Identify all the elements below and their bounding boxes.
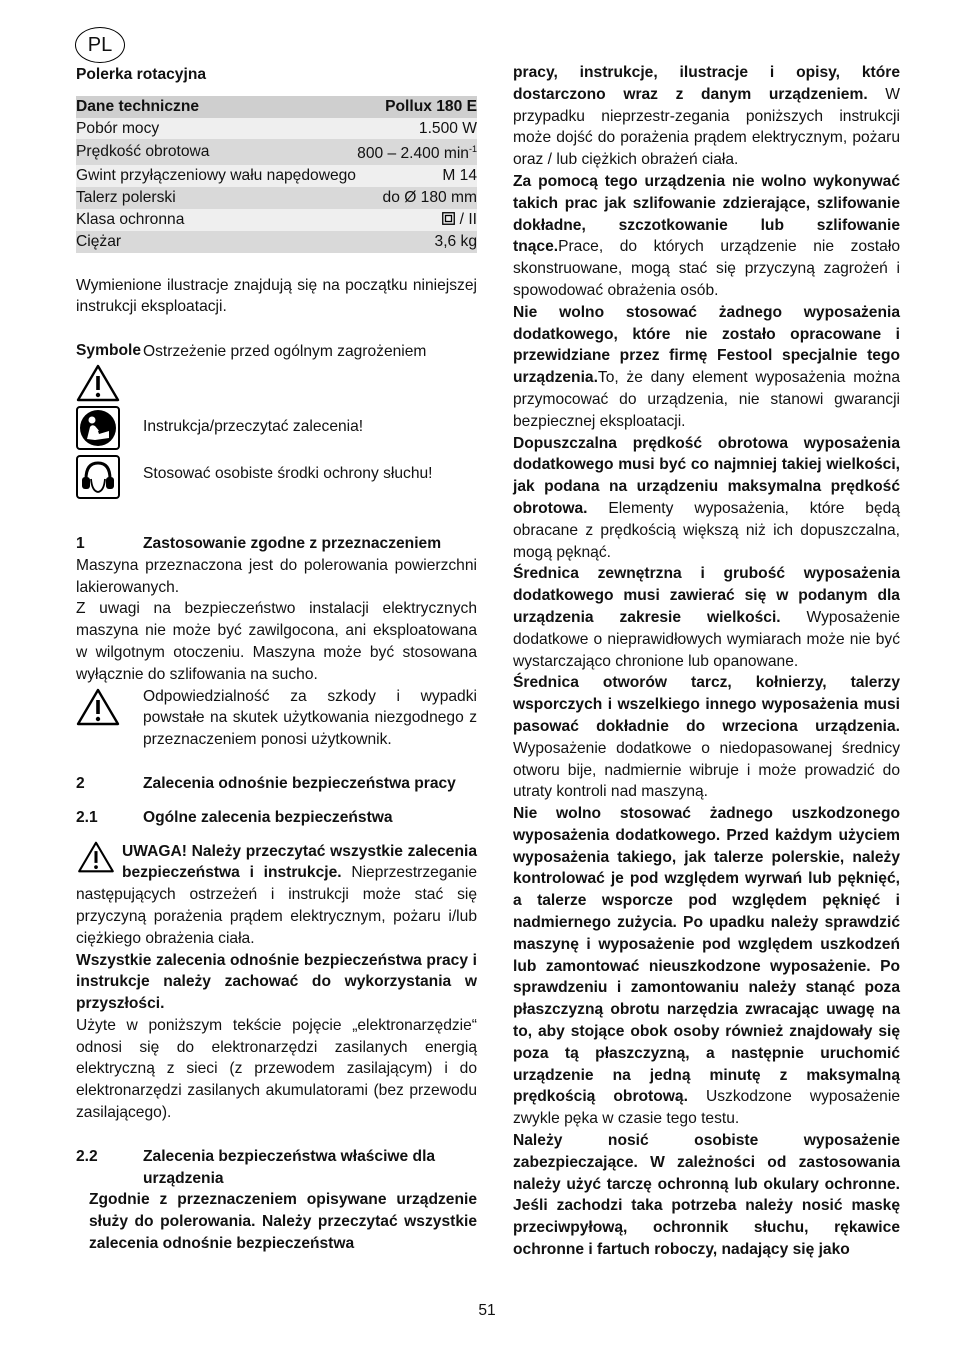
spec-label: Prędkość obrotowa xyxy=(76,139,357,165)
speed-unit-exponent: -1 xyxy=(468,144,477,155)
attention-bold: UWAGA! Należy przeczytać wszystkie zalecenia bezpieczeństwa i instrukcje. xyxy=(122,842,477,882)
section-number: 1 xyxy=(76,534,85,552)
spec-value xyxy=(357,209,477,231)
table-header-model: Pollux 180 E xyxy=(357,96,477,118)
paragraph xyxy=(513,672,900,803)
section-number: 2.1 xyxy=(76,808,98,826)
table-row xyxy=(76,187,477,209)
bold-text: Za pomocą tego urządzenia nie wolno wykonywać takich prac jak szlifowanie zdzierające, szlifowanie dokładne, szczotkowanie lub szlifowanie tnące. xyxy=(513,172,900,256)
symbol-description: Instrukcja/przeczytać zalecenia! xyxy=(143,417,364,435)
table-row xyxy=(76,165,477,187)
keep-instructions: Wszystkie zalecenia odnośnie bezpieczeństwa pracy i instrukcje należy zachować do wykorzystania w przyszłości. xyxy=(76,951,477,1013)
table-row xyxy=(76,209,477,231)
bold-text: Średnica zewnętrzna i grubość wyposażenia dodatkowego musi zawierać się w podanym dla urządzenia zakresie wielkości. xyxy=(513,565,900,626)
warning-triangle-icon xyxy=(76,688,120,726)
spec-label: Talerz polerski xyxy=(76,187,357,209)
speed-value: 800 – 2.400 min xyxy=(357,145,469,163)
section-number: 2 xyxy=(76,774,85,792)
table-header-row xyxy=(76,96,477,118)
paragraph: Maszyna przeznaczona jest do polerowania powierzchni lakierowanych. xyxy=(76,556,477,596)
bold-text: pracy, instrukcje, ilustracje i opisy, które dostarczono wraz z danym urządzeniem. xyxy=(513,64,900,103)
paragraph xyxy=(513,563,900,672)
bold-text: Nie wolno stosować żadnego wyposażenia dodatkowego, które nie zostało opracowane i przewidziane przez firmę Festool specjalnie tego urządzenia. xyxy=(513,303,900,387)
protection-class-ii-icon xyxy=(442,212,455,225)
body-text: W przypadku nieprzestr-zegania poniższych instrukcji może dojść do porażenia prądem elektrycznym, pożaru oraz / lub ciężkich obrażeń ciała. xyxy=(513,85,900,169)
symbol-description: Ostrzeżenie przed ogólnym zagrożeniem xyxy=(143,342,427,360)
symbol-row xyxy=(76,406,477,450)
body-text: Elementy wyposażenia, które będą obracane z prędkością większą niż ich dopuszczalna, mogą pęknąć. xyxy=(513,499,900,561)
liability-warning xyxy=(76,686,477,751)
section-title: Ogólne zalecenia bezpieczeństwa xyxy=(143,808,393,826)
bold-text: Dopuszczalna prędkość obrotowa wyposażenia dodatkowego musi być co najmniej takiej wielkości, jak podana na urządzeniu maksymalna prędkość obrotowa. xyxy=(513,434,900,517)
language-code: PL xyxy=(87,33,113,56)
spec-label: Ciężar xyxy=(76,231,357,253)
section-title: Zalecenia bezpieczeństwa właściwe dla urządzenia xyxy=(143,1147,436,1187)
protection-class-value: / II xyxy=(455,210,477,228)
table-row xyxy=(76,231,477,253)
attention-text: Nieprzestrzeganie następujących ostrzeżeń i instrukcji może stać się przyczyną porażenia prądem elektrycznym, pożaru i/lub ciężkiego obrażenia ciała. xyxy=(76,864,477,947)
body-text: To, że dany element wyposażenia można przymocować do urządzenia, nie stanowi gwarancji bezpiecznej eksploatacji. xyxy=(513,369,900,430)
section-title: Zastosowanie zgodne z przeznaczeniem xyxy=(143,534,442,552)
warning-triangle-icon xyxy=(76,841,116,873)
section-1-heading xyxy=(76,533,477,555)
body-text: Wyposażenie dodatkowe o nieprawidłowych wymiarach może nie być wystarczająco chronione lub opanowane. xyxy=(513,608,900,670)
paragraph xyxy=(513,171,900,302)
section-2-1-heading xyxy=(76,807,477,829)
section-number: 2.2 xyxy=(76,1147,98,1165)
left-column xyxy=(76,62,477,1255)
table-row xyxy=(76,118,477,140)
paragraph xyxy=(513,803,900,1130)
spec-label: Gwint przyłączeniowy wału napędowego xyxy=(76,165,357,187)
bold-text: Nie wolno stosować żadnego uszkodzonego wyposażenia dodatkowego. Przed każdym użyciem wyposażenia takiego, jak talerze polerskie, należy kontrolować je pod względem wyrwań lub pęknięć, a talerze wsporcze pod względem pęknięć i nadmiernego zużycia. Po upadku należy sprawdzić maszynę i wyposażenie pod względem uszkodzeń lub zamontować nieuszkodzone wyposażenie. Po sprawdzeniu i zamontowaniu należy stanąć poza płaszczyzną obrotu narzędzia zwracając uwagę na to, aby stojące obok osoby również znajdowały się poza tą płaszczyzną, a następnie uruchomić urządzenie na jedną minutę z maksymalną prędkością obrotową. xyxy=(513,805,900,1106)
read-manual-icon xyxy=(76,406,120,450)
paragraph xyxy=(513,62,900,171)
right-column xyxy=(513,62,900,1261)
body-text: Prace, do których urządzenie nie zostało skonstruowane, mogą stać się przyczyną zagrożeń i spowodować obrażenia osób. xyxy=(513,238,900,299)
page-number: 51 xyxy=(478,1302,496,1319)
section-2-heading xyxy=(76,773,477,795)
spec-label: Klasa ochronna xyxy=(76,209,357,231)
section-2-2-heading xyxy=(76,1146,477,1190)
symbols-heading: Symbole xyxy=(76,342,141,360)
illustrations-note: Wymienione ilustracje znajdują się na początku niniejszej instrukcji eksploatacji. xyxy=(76,276,477,316)
spec-value xyxy=(357,139,477,165)
symbol-description: Stosować osobiste środki ochrony słuchu! xyxy=(143,464,433,482)
paragraph xyxy=(513,433,900,564)
spec-value: 1.500 W xyxy=(357,118,477,140)
table-row xyxy=(76,139,477,165)
language-badge xyxy=(75,27,125,63)
document-title: Polerka rotacyjna xyxy=(76,66,207,83)
technical-data-table xyxy=(76,96,477,253)
symbol-row xyxy=(76,455,477,499)
table-header-label: Dane techniczne xyxy=(76,96,357,118)
paragraph xyxy=(513,302,900,433)
spec-value: do Ø 180 mm xyxy=(357,187,477,209)
warning-triangle-icon xyxy=(76,364,120,402)
body-text: Wyposażenie dodatkowe o niedopasowanej średnicy otworu bije, nadmiernie wibruje i może prowadzić do utraty kontroli nad maszyną. xyxy=(513,739,900,801)
spec-value: 3,6 kg xyxy=(357,231,477,253)
warning-text: Odpowiedzialność za szkody i wypadki powstałe na skutek użytkowania niezgodnego z przeznaczeniem ponosi użytkownik. xyxy=(143,687,477,749)
spec-value: M 14 xyxy=(357,165,477,187)
body-text: Uszkodzone wyposażenie zwykle pęka w czasie tego testu. xyxy=(513,1088,900,1128)
spec-label: Pobór mocy xyxy=(76,118,357,140)
section-title: Zalecenia odnośnie bezpieczeństwa pracy xyxy=(143,774,456,792)
paragraph: Należy nosić osobiste wyposażenie zabezpieczające. W zależności od zastosowania należy użyć tarczę ochronną lub okulary ochronne. Jeśli zachodzi taka potrzeba należy nosić maskę przeciwpyłową, ochronnik słuchu, rękawice ochronne i fartuch roboczy, nadający się jako xyxy=(513,1132,900,1259)
paragraph: Zgodnie z przeznaczeniem opisywane urządzenie służy do polerowania. Należy przeczytać wszystkie zalecenia odnośnie bezpieczeństwa xyxy=(89,1191,477,1253)
bold-text: Średnica otworów tarcz, kołnierzy, talerzy wsporczych i wszelkiego innego wyposażenia musi pasować dokładnie do wrzeciona urządzenia. xyxy=(513,674,900,735)
attention-paragraph xyxy=(76,841,477,950)
term-definition: Użyte w poniższym tekście pojęcie „elektronarzędzie“ odnosi się do elektronarzędzi zasilanych energią elektryczną z sieci (z przewodem zasilającym) i do elektronarzędzi zasilanych akumulatorami (bez przewodu zasilającego). xyxy=(76,1016,477,1122)
ear-protection-icon xyxy=(76,455,120,499)
paragraph: Z uwagi na bezpieczeństwo instalacji elektrycznych maszyna nie może być zawilgocona, ani eksploatowana w wilgotnym otoczeniu. Maszyna może być stosowana wyłącznie do szlifowania na sucho. xyxy=(76,600,477,683)
